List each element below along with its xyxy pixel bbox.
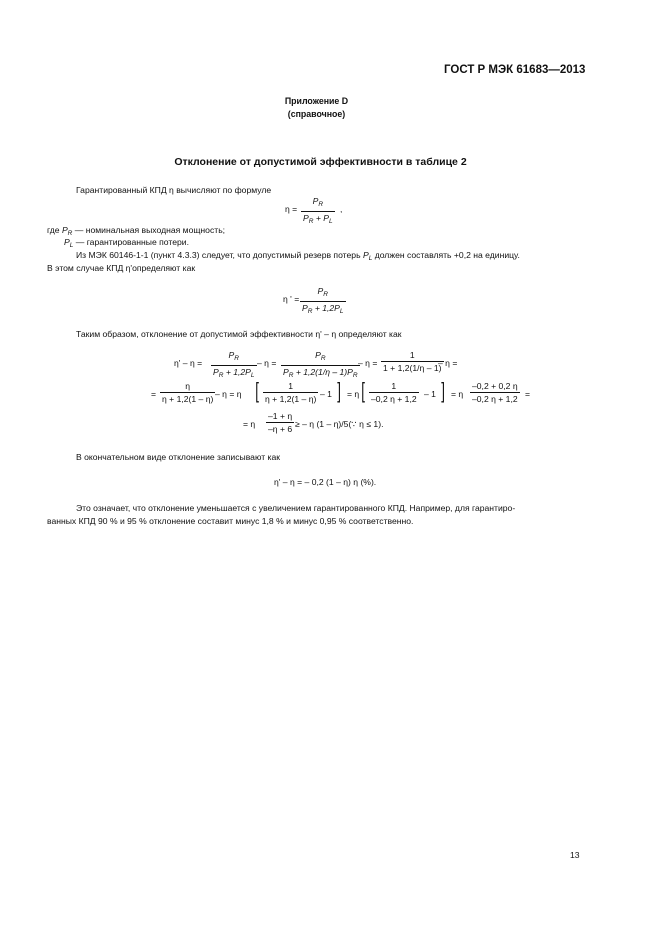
formula-4-numerator-d: –0,2 + 0,2 η	[472, 381, 518, 391]
page-number: 13	[570, 850, 580, 860]
formula-2-end: .	[344, 294, 347, 304]
formula-3-numerator-1: $P_R$	[211, 349, 257, 366]
formula-4-eq-c: = η	[347, 389, 360, 399]
formula-3-denominator-2: $P_R + 1,2(1/\eta - 1)P_R$	[283, 367, 358, 379]
paragraph-2b: должен составлять +0,2 на единицу.	[374, 250, 520, 260]
paragraph-2a: Из МЭК 60146-1-1 (пункт 4.3.3) следует, что допустимый резерв потерь	[76, 250, 361, 260]
right-bracket-2: ]	[441, 378, 445, 403]
formula-3-denominator-1: $P_R + 1,2P_L$	[213, 367, 255, 379]
formula-3-numerator-2: $P_R$	[281, 349, 360, 366]
section-title: Отклонение от допустимой эффективности в таблице 2	[174, 156, 467, 168]
formula-4-denominator-b: η + 1,2(1 – η)	[265, 394, 317, 404]
formula-3-lhs: η' – η =	[174, 358, 203, 368]
formula-5-denominator: –η + 6	[268, 424, 293, 434]
formula-4-denominator-c: –0,2 η + 1,2	[371, 394, 417, 404]
formula-4-numerator-a: η	[160, 380, 215, 393]
formula-6: η' – η = – 0,2 (1 – η) η (%).	[274, 477, 377, 487]
paragraph-1: Гарантированный КПД η вычисляют по формуле	[76, 185, 272, 195]
formula-4-fraction-a	[160, 380, 215, 405]
formula-3-numerator-3: 1	[381, 349, 444, 362]
formula-4-eq-e: =	[525, 389, 531, 399]
formula-2-fraction	[300, 285, 346, 318]
formula-4-fraction-c	[369, 380, 419, 405]
formula-3-denominator-3: 1 + 1,2(1/η – 1)	[383, 363, 442, 373]
formula-4-denominator-a: η + 1,2(1 – η)	[162, 394, 214, 404]
formula-3-fraction-3	[381, 349, 444, 374]
formula-3-minus-1: – η =	[257, 358, 277, 368]
symbol-pl-inline: $P_L$	[362, 250, 373, 262]
right-bracket-1: ]	[337, 378, 341, 403]
formula-4-fraction-b	[263, 380, 318, 405]
formula-2-lhs: η ' =	[283, 294, 300, 304]
formula-4-minus-one-1: – 1	[320, 389, 332, 399]
symbol-pl: $P_L$	[64, 237, 74, 249]
formula-1-numerator: $P_R$	[301, 195, 335, 212]
formula-4-eq-d: = η	[451, 389, 464, 399]
formula-1-denominator: $P_R + P_L$	[303, 213, 333, 225]
paragraph-2c: В этом случае КПД η'определяют как	[47, 263, 196, 273]
formula-2-denominator: $P_R + 1,2P_L$	[302, 303, 344, 315]
formula-4-minus-one-2: – 1	[424, 389, 436, 399]
left-bracket-2: [	[361, 378, 365, 403]
formula-1-fraction	[301, 195, 335, 228]
formula-4-denominator-d: –0,2 η + 1,2	[472, 394, 518, 404]
formula-3-minus-2: – η =	[358, 358, 378, 368]
formula-5-numerator: –1 + η	[268, 411, 293, 421]
annex-title: Приложение D	[284, 96, 349, 106]
formula-2-numerator: $P_R$	[300, 285, 346, 302]
formula-3-fraction-2	[281, 349, 360, 382]
standard-number: ГОСТ Р МЭК 61683—2013	[444, 64, 586, 76]
symbol-pr: $P_R$	[61, 225, 73, 237]
formula-4-fraction-d	[470, 380, 520, 405]
where-label: где	[47, 225, 60, 235]
formula-3-fraction-1	[211, 349, 257, 382]
formula-4-minus-a: – η = η	[215, 389, 242, 399]
formula-5-rhs: ≥ – η (1 – η)/5(∵ η ≤ 1).	[295, 419, 384, 429]
pl-description: — гарантированные потери.	[73, 237, 189, 247]
paragraph-4: В окончательном виде отклонение записывают как	[76, 452, 281, 462]
definition-pr	[47, 225, 225, 237]
formula-4-numerator-c: 1	[369, 380, 419, 393]
formula-4-eq: =	[151, 389, 157, 399]
formula-1-lhs: η =	[285, 204, 298, 214]
left-bracket-1: [	[255, 378, 259, 403]
definition-pl	[64, 237, 189, 249]
paragraph-3: Таким образом, отклонение от допустимой эффективности η' – η определяют как	[76, 329, 402, 339]
formula-5-lhs: = η	[243, 419, 256, 429]
pr-description: — номинальная выходная мощность;	[72, 225, 226, 235]
paragraph-2-line-1	[76, 250, 520, 262]
formula-5-fraction	[266, 410, 294, 435]
formula-3-minus-3: – η =	[438, 358, 458, 368]
formula-4-numerator-b: 1	[263, 380, 318, 393]
paragraph-5-line-1: Это означает, что отклонение уменьшается с увеличением гарантированного КПД. Например, для гарантиро-	[76, 503, 516, 513]
annex-note: (справочное)	[287, 109, 346, 119]
paragraph-5-line-2: ванных КПД 90 % и 95 % отклонение составит минус 1,8 % и минус 0,95 % соответственно.	[47, 516, 414, 526]
formula-1-end: ,	[340, 204, 343, 214]
